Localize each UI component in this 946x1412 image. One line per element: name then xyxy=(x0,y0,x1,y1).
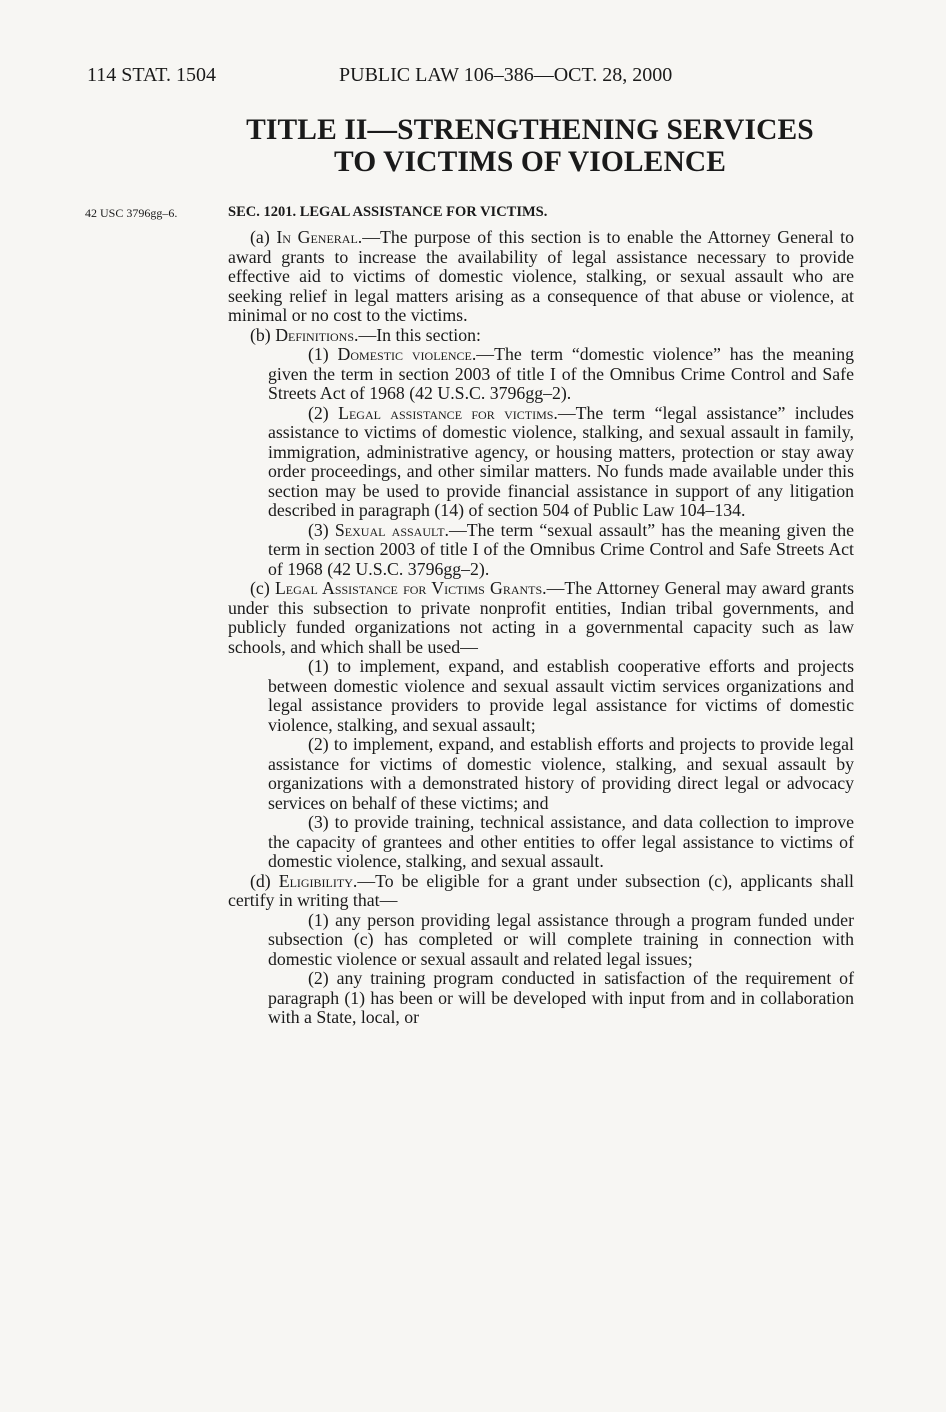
paragraph-c2: (2) to implement, expand, and establish efforts and projects to provide legal assistance for victims of domestic violence, stalking, and sexual assault by organizations with a demonstrated history of providing direct legal or advocacy services on behalf of these victims; and xyxy=(268,734,854,813)
usc-margin-note: 42 USC 3796gg–6. xyxy=(85,206,178,220)
term-heading: Domestic violence. xyxy=(337,344,477,364)
term-heading: Sexual assault. xyxy=(334,519,450,540)
stat-page-number: 114 STAT. 1504 xyxy=(87,64,216,86)
paragraph-c1: (1) to implement, expand, and establish cooperative efforts and projects between domestic violence and sexual assault victim services organizations and legal assistance providers to provide legal assistance for victims of domestic violence, stalking, and sexual assault; xyxy=(268,656,854,735)
title-line-2: TO VICTIMS OF VIOLENCE xyxy=(333,146,727,178)
paragraph-d: (d) Eligibility.—To be eligible for a grant under subsection (c), applicants shall certify in writing that— xyxy=(228,870,854,910)
paragraph-d1: (1) any person providing legal assistance through a program funded under subsection (c) has completed or will complete training in connection with domestic violence or sexual assault and related legal issues; xyxy=(268,909,854,969)
public-law-date: PUBLIC LAW 106–386—OCT. 28, 2000 xyxy=(339,64,673,86)
section-heading: SEC. 1201. LEGAL ASSISTANCE FOR VICTIMS. xyxy=(228,204,548,220)
paragraph-b: (b) Definitions.—In this section: xyxy=(250,324,481,345)
subsection-heading: Definitions. xyxy=(275,324,359,345)
term-heading: Legal assistance for victims. xyxy=(338,402,558,423)
title-line-1: TITLE II—STRENGTHENING SERVICES xyxy=(246,114,814,146)
paragraph-b1: (1) Domestic violence.—The term “domestic violence” has the meaning given the term in section 2003 of title I of the Omnibus Crime Control and Safe Streets Act of 1968 (42 U.S.C. 3796gg–2). xyxy=(268,344,854,403)
title-heading xyxy=(230,114,830,178)
paragraph-b3: (3) Sexual assault.—The term “sexual assault” has the meaning given the term in section 2003 of title I of the Omnibus Crime Control and Safe Streets Act of 1968 (42 U.S.C. 3796gg–2). xyxy=(268,519,854,579)
paragraph-c: (c) Legal Assistance for Victims Grants.—The Attorney General may award grants under this subsection to private nonprofit entities, Indian tribal governments, and publicly funded organizations not acting in a governmental capacity such as law schools, and which shall be used— xyxy=(228,578,854,657)
subsection-heading: Legal Assistance for Victims Grants. xyxy=(274,578,547,598)
paragraph-c3: (3) to provide training, technical assistance, and data collection to improve the capacity of grantees and other entities to offer legal assistance to victims of domestic violence, stalking, and sexual assault. xyxy=(268,812,854,871)
subsection-heading: In General. xyxy=(276,227,363,247)
paragraph-d2: (2) any training program conducted in satisfaction of the requirement of paragraph (1) has been or will be developed with input from and in collaboration with a State, local, or xyxy=(268,968,854,1027)
paragraph-b2: (2) Legal assistance for victims.—The term “legal assistance” includes assistance to victims of domestic violence, stalking, and sexual assault in family, immigration, administrative agency, or housing matters, protection or stay away order proceedings, and other similar matters. No funds made available under this section may be used to provide financial assistance in support of any litigation described in paragraph (14) of section 504 of Public Law 104–134. xyxy=(268,402,854,520)
subsection-heading: Eligibility. xyxy=(278,870,358,891)
section-body xyxy=(228,228,854,1028)
paragraph-a: (a) In General.—The purpose of this section is to enable the Attorney General to award grants to increase the availability of legal assistance necessary to provide effective aid to victims of domestic violence, stalking, or sexual assault who are seeking relief in legal matters arising as a consequence of that abuse or violence, at minimal or no cost to the victims. xyxy=(228,227,854,325)
